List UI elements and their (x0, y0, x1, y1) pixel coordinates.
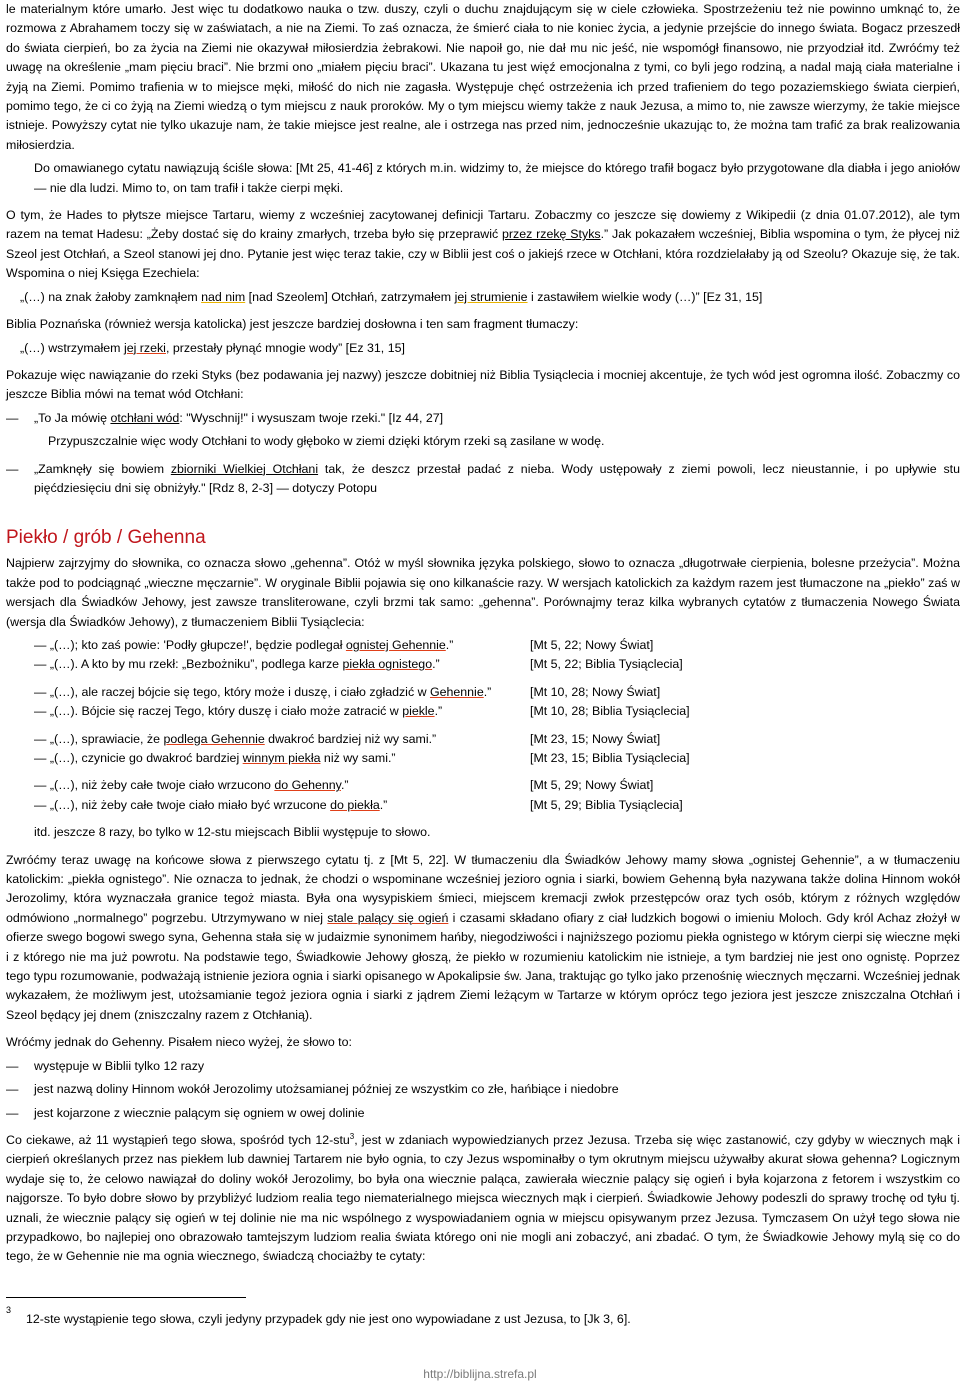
paragraph: Do omawianego cytatu nawiązują ściśle słowa: [Mt 25, 41-46] z których m.in. widzimy to, że miejsce do którego trafił bogacz było przygotowane dla diabła i jego aniołów — nie dla ludzi. Mimo to, on tam trafił i także cierpi męki. (34, 161, 960, 195)
dash-marker: — (6, 410, 19, 425)
dash-marker: — (6, 1082, 19, 1097)
footnote-ref[interactable]: 3 (349, 1131, 355, 1141)
underlined-phrase: jej strumienie (454, 289, 528, 304)
dash-list-item: — „Zamknęły się bowiem zbiorniki Wielkiej Otchłani tak, że deszcz przestał padać z nieba. Wody ustępowały z ziemi powoli, lecz nieustannie, i po upływie stu pięćdziesięciu dni się obniżyły." [Rdz 8, 2-3] — dotyczy Potopu (6, 461, 960, 495)
underlined-phrase: przez rzekę Styks (502, 227, 601, 242)
verse-group (6, 683, 960, 722)
verse-reference: [Mt 10, 28; Biblia Tysiąclecia] (530, 704, 690, 719)
underlined-phrase: jej rzeki (123, 340, 166, 355)
page-body (6, 0, 960, 1329)
underlined-phrase: Gehennie (429, 684, 484, 699)
footer-url[interactable]: http://biblijna.strefa.pl (423, 1367, 537, 1381)
underlined-phrase: stale palący się ogień (327, 910, 449, 925)
dash-list-item: — występuje w Biblii tylko 12 razy (6, 1057, 960, 1076)
paragraph: Przypuszczalnie więc wody Otchłani to wody głęboko w ziemi dzięki którym rzeki są zasilane w wodę. (48, 434, 605, 449)
underlined-phrase: winnym piekła (242, 751, 321, 765)
quote: „(…) wstrzymałem jej rzeki, przestały płynąć mnogie wody” [Ez 31, 15] (20, 340, 405, 355)
verse-reference: [Mt 5, 22; Biblia Tysiąclecia] (530, 657, 683, 672)
dash-list-item: — jest nazwą doliny Hinnom wokół Jerozolimy utożsamianej później ze wszystkim co złe, hańbiące i niedobre (6, 1080, 960, 1099)
paragraph: Co ciekawe, aż 11 wystąpień tego słowa, spośród tych 12-stu$^3$, jest w zdaniach wypowiedzianych przez Jezusa. Trzeba się więc zastanowić, czy gdyby w wiecznych mąk i cierpień określanych przez nas piekłem lub dawniej Tartarem nie było ognia, to czy Jezus wspominałby o tym okrutnym miejscu używałby akurat słowa gehenna? Logicznym wydaje się to, że celowo nawiązał do doliny wokół Jerozolimy, bo była ona wiecznie paląca, zawierała wiecznie palący się ogień i była kojarzona z fetorem i wszystkim co najgorsze. To było dobre słowo by przybliżyć ludziom realia tego niematerialnego miejsca wiecznych mąk i cierpień. Świadkowie Jehowy podeszli do sprawy trochę od tyłu tj. uznali, że wiecznie palący się ogień w tej dolinie nie ma nic wspólnego z wyspowiadaniem ognia w miejscu opisywanym przez Jezusa. Tymczasem On użył tego słowa nie przypadkowo, bo najlepiej ono obrazowało tamtejszym ludziom realia świata którego oni nie mogli ani zobaczyć, ani zbadać. O tym, że Świadkowie Jehowy mylą się co do tego, że w Gehennie nie ma ognia wiecznego, świadczą chociażby te cytaty: (6, 1131, 960, 1264)
verse-group (6, 776, 960, 815)
section-heading: Piekło / grób / Gehenna (6, 527, 206, 549)
verse-row: — „(…), ale raczej bójcie się tego, który może i duszę, i ciało zgładzić w Gehennie.” [Mt 10, 28; Nowy Świat] (34, 683, 960, 702)
verse-row: — „(…), niż żeby całe twoje ciało miało być wrzucone do piekła.” [Mt 5, 29; Biblia Tysiąclecia] (34, 796, 960, 815)
verse-group (6, 730, 960, 769)
footnote-text: 12-ste wystąpienie tego słowa, czyli jedyny przypadek gdy nie jest ono wypowiadane z ust Jezusa, to [Jk 3, 6]. (26, 1311, 631, 1326)
underlined-phrase: podlega Gehennie (163, 731, 265, 746)
footnote (6, 1304, 960, 1329)
paragraph: Pokazuje więc nawiązanie do rzeki Styks (bez podawania jej nazwy) jeszcze dobitniej niż Biblia Tysiąclecia i mocniej akcentuje, że tych wód jest ogromna ilość. Zobaczmy co jeszcze Biblia mówi na temat wód Otchłani: (6, 367, 960, 402)
paragraph: Najpierw zajrzyjmy do słownika, co oznacza słowo „gehenna”. Otóż w myśl słownika języka polskiego, słowo to oznacza „długotrwałe cierpienia, bolesne przeżycia”. Można także pod to podciągnąć „wieczne męczarnie”. W oryginale Biblii pojawia się ono kilkanaście razy. W wersjach katolickich za każdym razem jest tłumaczone na „piekło” zaś w wersjach dla Świadków Jehowy, jest zawsze transliterowane, czyli brzmi tak samo: „gehenna”. Porównajmy teraz kilka wybranych cytatów z tłumaczenia Nowego Świata (wersja dla Świadków Jehowy), z tłumaczeniem Biblii Tysiąclecia: (6, 556, 960, 629)
underlined-phrase: piekła ognistego (342, 657, 433, 672)
verse-reference: [Mt 23, 15; Biblia Tysiąclecia] (530, 751, 690, 765)
verse-reference: [Mt 5, 22; Nowy Świat] (530, 637, 654, 652)
paragraph: O tym, że Hades to płytsze miejsce Tartaru, wiemy z wcześniej zacytowanej definicji Tartaru. Zobaczmy co jeszcze się dowiemy z Wikipedii (z dnia 01.07.2012), ale tym razem na temat Hadesu: „Żeby dostać się do krainy zmarłych, trzeba było się przeprawić przez rzekę Styks.” Jak pokazałem wcześniej, Biblia wspomina o tym, że płycej niż Szeol jest Otchłań, a Szeol stanowi jej dno. Pytanie jest więc teraz takie, czy w Biblii jest coś o jakiejś rzece w Otchłani, która rozdzielałaby ją od Szeolu? Okazuje się, że tak. Wspomina o niej Księga Ezechiela: (6, 208, 960, 281)
verse-comparison (6, 636, 960, 843)
footnote-number: 3 (6, 1304, 12, 1315)
paragraph: Wróćmy jednak do Gehenny. Pisałem nieco wyżej, że słowo to: (6, 1035, 352, 1050)
paragraph: itd. jeszcze 8 razy, bo tylko w 12-stu miejscach Biblii występuje to słowo. (34, 825, 431, 840)
underlined-phrase: ognistej Gehennie (345, 637, 446, 652)
paragraph: Zwróćmy teraz uwagę na końcowe słowa z pierwszego cytatu tj. z [Mt 5, 22]. W tłumaczeniu dla Świadków Jehowy mamy słowa „ognistej Gehennie”, a w tłumaczeniu katolickim: „piekła ognistego”. Nie oznacza to jednak, że chodzi o wspominane wcześniej jezioro ognia i siarki, bowiem Gehenną była nazywana także dolina Hinnom wokół Jerozolimy, która wyznaczała granice tegoż miasta. Była ona wysypiskiem śmieci, miejscem kremacji zwłok przestępców oraz tych osób, którym z różnych względów odmówiono „normalnego” pogrzebu. Utrzymywano w niej stale palący się ogień i czasami składano ofiary z ciał ludzkich bogowi o imieniu Moloch. Gdy król Achaz złożył w ofierze swego bogowi swego syna, Gehenna stała się w judaizmie synonimem hańby, niegodziwości i najniższego poziomu piekła ognistego w którym cierpi się wieczne męki i z którego nie ma już powrotu. Na podstawie tego, Świadkowie Jehowy głoszą, że piekło w rozumieniu katolickim nie istnieje, a tym bardziej nie jest ono ognistę. Poprzez tego typu rozumowanie, podważają istnienie jeziora ognia i siarki opisanego w Apokalipsie św. Jana, traktując go tylko jako przenośnię wiecznych męczarni. Wcześniej jednak wykazałem, że możliwym jest, utożsamianie tegoż jeziora ognia i siarki z jądrem Ziemi leżącym w Tartarze w którym oprócz tego jeziora jest jeszcze zniszczalna Otchłań i Szeol będący jej dnem (zniszczalny razem z Otchłanią). (6, 852, 960, 1022)
verse-reference: [Mt 10, 28; Nowy Świat] (530, 684, 661, 699)
paragraph: le materialnym które umarło. Jest więc tu dodatkowo nauka o tzw. duszy, czyli o duchu znajdującym się w ciele człowieka. Spostrzeżeniu też nie powinno umknąć to, że rozmowa z Abrahamem toczy się w zaświatach, a nie na Ziemi. To zaś oznacza, że śmierć ciała to nie koniec życia, a jedynie przejście do innego świata. Bogacz przeszedł do świata cierpień, bo za życia na Ziemi nie okazywał miłosierdzia żebrakowi. Nie napoił go, nie dał mu nic jeść, nie wspomógł finansowo, nie przyodział itd. Zwróćmy też uwagę na określenie „mam pięciu braci”. Nie brzmi ono „miałem pięciu braci”. Ukazana tu jest więź emocjonalna z tymi, co byli jego rodziną, a nadal mają ciała materialne i żyją na Ziemi. Pomimo trafienia w to miejsce męki, miłość do nich nie zagasła. Występuje chęć ostrzeżenia ich przed trafieniem do tego pozaziemskiego świata cierpień, pomimo tego, że ci co żyją na Ziemi wiedzą o tym miejscu z nauk proroków. My o tym miejscu wiemy także z nauk Jezusa, a mimo to, nie zawsze wierzymy, że takie miejsce istnieje. Powyższy cytat nie tylko ukazuje nam, że takie miejsce jest realne, ale i ostrzega nas przed nim, jednocześnie ukazując to, że można tam trafić za brak realizowania miłosierdzia. (6, 2, 960, 152)
dash-list-item: — „To Ja mówię otchłani wód: "Wyschnij!" i wysuszam twoje rzeki." [Iz 44, 27] (6, 409, 960, 428)
underlined-phrase: nad nim (201, 289, 246, 304)
verse-row: — „(…); kto zaś powie: 'Podły głupcze!', będzie podlegał ognistej Gehennie.” [Mt 5, 22; Nowy Świat] (34, 636, 960, 655)
verse-row: — „(…), niż żeby całe twoje ciało wrzucono do Gehenny.” [Mt 5, 29; Nowy Świat] (34, 776, 960, 795)
verse-reference: [Mt 23, 15; Nowy Świat] (530, 731, 661, 746)
underlined-phrase: zbiorniki Wielkiej Otchłani (170, 461, 319, 476)
dash-marker: — (6, 461, 19, 476)
footnote-divider (6, 1297, 246, 1298)
underlined-phrase: otchłani wód (110, 410, 180, 425)
dash-marker: — (6, 1105, 19, 1120)
underlined-phrase: do Gehenny (274, 778, 341, 793)
verse-group (6, 636, 960, 675)
underlined-phrase: do piekła (330, 797, 380, 812)
verse-reference: [Mt 5, 29; Nowy Świat] (530, 778, 654, 793)
verse-row: — „(…), sprawiacie, że podlega Gehennie dwakroć bardziej niż wy sami.” [Mt 23, 15; Nowy Świat] (34, 730, 960, 749)
dash-list-item: — jest kojarzone z wiecznie palącym się ogniem w owej dolinie (6, 1104, 960, 1123)
verse-row: — „(…). Bójcie się raczej Tego, który duszę i ciało może zatracić w piekle.” [Mt 10, 28; Biblia Tysiąclecia] (34, 702, 960, 721)
paragraph: Biblia Poznańska (również wersja katolicka) jest jeszcze bardziej dosłowna i ten sam fragment tłumaczy: (6, 317, 579, 332)
verse-row: — „(…), czynicie go dwakroć bardziej winnym piekła niż wy sami.” [Mt 23, 15; Biblia Tysiąclecia] (34, 749, 960, 768)
verse-row: — „(…). A kto by mu rzekł: „Bezbożniku”, podlega karze piekła ognistego.” [Mt 5, 22; Biblia Tysiąclecia] (34, 655, 960, 674)
underlined-phrase: piekle (402, 704, 435, 719)
dash-marker: — (6, 1058, 19, 1073)
verse-reference: [Mt 5, 29; Biblia Tysiąclecia] (530, 797, 683, 812)
quote: „(…) na znak żałoby zamknąłem nad nim [nad Szeolem] Otchłań, zatrzymałem jej strumienie i zastawiłem wielkie wody (…)” [Ez 31, 15] (20, 289, 763, 304)
